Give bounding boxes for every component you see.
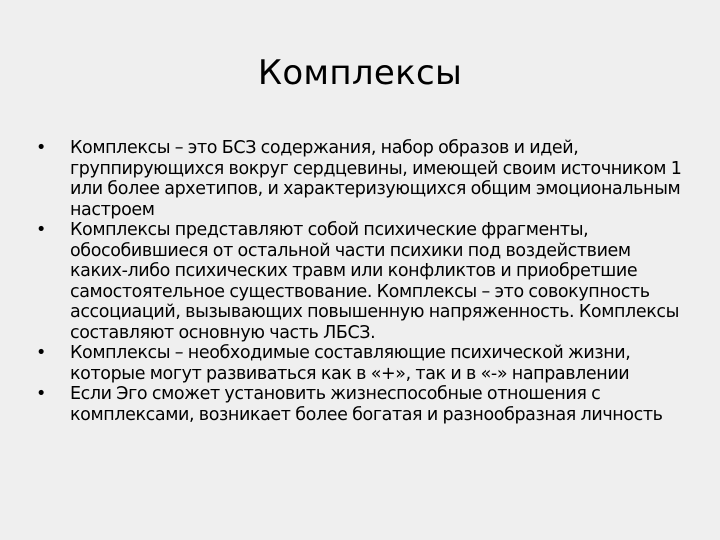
bullet-text-2: Комплексы представляют собой психические фрагменты, обособившиеся от остальной части психики под воздействием каких-либо психических травм или конфликтов и приобретшие самостоятельное существование. Комплексы – это совокупность ассоциаций, вызывающих повышенную напряженность. Комплексы составляют основную часть ЛБСЗ. bbox=[70, 220, 680, 343]
bullet-dot-icon: • bbox=[36, 384, 46, 404]
bullet-list bbox=[36, 138, 684, 425]
bullet-item-1 bbox=[36, 138, 684, 220]
bullet-item-3 bbox=[36, 343, 684, 384]
bullet-dot-icon: • bbox=[36, 138, 46, 158]
bullet-item-4 bbox=[36, 384, 684, 425]
bullet-item-2 bbox=[36, 220, 684, 343]
bullet-dot-icon: • bbox=[36, 343, 46, 363]
slide-title: Комплексы bbox=[257, 53, 463, 93]
bullet-text-1: Комплексы – это БСЗ содержания, набор образов и идей, группирующихся вокруг сердцевины, имеющей своим источником 1 или более архетипов, и характеризующихся общим эмоциональным настроем bbox=[70, 138, 682, 220]
bullet-dot-icon: • bbox=[36, 220, 46, 240]
bullet-text-4: Если Эго сможет установить жизнеспособные отношения с комплексами, возникает более богатая и разнообразная личность bbox=[70, 384, 663, 425]
bullet-text-3: Комплексы – необходимые составляющие психической жизни, которые могут развиваться как в «+», так и в «-» направлении bbox=[70, 343, 631, 384]
